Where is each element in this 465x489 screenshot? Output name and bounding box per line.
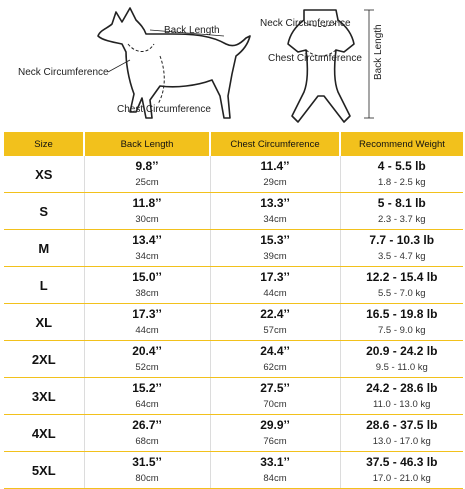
back-length-inches: 13.4’’ [132,232,162,247]
weight-lb: 28.6 - 37.5 lb [366,417,438,432]
garment-back-length-label: Back Length [373,24,384,80]
back-length-cell [84,452,210,489]
chest-circumference-cell [210,267,340,304]
back-length-inches: 11.8’’ [132,195,162,210]
back-length-cm: 52cm [135,361,159,373]
back-length-inches: 9.8’’ [135,158,159,173]
back-length-inches: 26.7’’ [132,417,162,432]
chest-cm: 62cm [263,361,287,373]
dog-back-length-label: Back Length [164,25,220,36]
size-cell: 5XL [4,452,84,489]
back-length-cell [84,193,210,230]
weight-kg: 5.5 - 7.0 kg [377,287,426,299]
size-cell: L [4,267,84,304]
weight-lb: 4 - 5.5 lb [377,158,426,173]
chest-cm: 34cm [263,213,287,225]
dog-chest-circumference-label: Chest Circumference [117,104,211,115]
header-size: Size [4,132,84,156]
table-row [4,415,463,452]
chest-inches: 15.3’’ [260,232,290,247]
chest-inches: 33.1’’ [260,454,290,469]
back-length-cm: 68cm [135,435,159,447]
size-cell: 4XL [4,415,84,452]
dog-illustration [0,0,465,132]
dog-chest-dashed [158,56,164,104]
back-length-cell [84,267,210,304]
chest-cm: 76cm [263,435,287,447]
chest-cm: 29cm [263,176,287,188]
weight-kg: 7.5 - 9.0 kg [377,324,426,336]
back-length-cm: 64cm [135,398,159,410]
chest-circumference-cell [210,230,340,267]
chest-inches: 22.4’’ [260,306,290,321]
back-length-cell [84,230,210,267]
recommend-weight-cell [340,378,463,415]
chest-cm: 57cm [263,324,287,336]
back-length-cell [84,341,210,378]
recommend-weight-cell [340,304,463,341]
size-cell: 3XL [4,378,84,415]
garment-chest-circumference-label: Chest Circumference [268,53,362,64]
back-length-cm: 80cm [135,472,159,484]
chest-circumference-cell [210,341,340,378]
recommend-weight-cell [340,267,463,304]
weight-lb: 5 - 8.1 lb [377,195,426,210]
size-cell: XL [4,304,84,341]
chest-circumference-cell [210,304,340,341]
garment-neck-circumference-label: Neck Circumference [260,18,351,29]
chest-cm: 44cm [263,287,287,299]
recommend-weight-cell [340,230,463,267]
measurement-diagram [0,0,465,132]
chest-inches: 11.4’’ [260,158,290,173]
back-length-inches: 15.2’’ [132,380,162,395]
weight-lb: 37.5 - 46.3 lb [366,454,438,469]
table-row [4,378,463,415]
recommend-weight-cell [340,415,463,452]
back-length-inches: 20.4’’ [132,343,162,358]
back-length-cm: 44cm [135,324,159,336]
table-row [4,230,463,267]
table-row [4,452,463,489]
back-length-inches: 15.0’’ [132,269,162,284]
weight-kg: 1.8 - 2.5 kg [377,176,426,188]
table-row [4,341,463,378]
dog-neck-dashed [128,44,154,52]
dog-neck-circumference-label: Neck Circumference [18,67,109,78]
recommend-weight-cell [340,341,463,378]
back-length-cell [84,415,210,452]
back-length-cell [84,304,210,341]
chest-circumference-cell [210,193,340,230]
size-cell: S [4,193,84,230]
chest-circumference-cell [210,378,340,415]
chest-cm: 39cm [263,250,287,262]
weight-lb: 16.5 - 19.8 lb [366,306,438,321]
chest-inches: 13.3’’ [260,195,290,210]
chest-inches: 29.9’’ [260,417,290,432]
size-cell: M [4,230,84,267]
weight-lb: 12.2 - 15.4 lb [366,269,438,284]
back-length-cm: 34cm [135,250,159,262]
weight-kg: 13.0 - 17.0 kg [372,435,431,447]
weight-lb: 20.9 - 24.2 lb [366,343,438,358]
back-length-cell [84,156,210,193]
weight-lb: 7.7 - 10.3 lb [369,232,435,247]
table-row [4,267,463,304]
recommend-weight-cell [340,452,463,489]
table-row [4,304,463,341]
weight-kg: 9.5 - 11.0 kg [375,361,428,373]
chest-inches: 17.3’’ [260,269,290,284]
chest-circumference-cell [210,156,340,193]
chest-inches: 27.5’’ [260,380,290,395]
size-cell: 2XL [4,341,84,378]
back-length-cm: 25cm [135,176,159,188]
size-chart-table [4,132,463,489]
header-chest-circumference: Chest Circumference [210,132,340,156]
weight-kg: 2.3 - 3.7 kg [377,213,426,225]
back-length-cm: 30cm [135,213,159,225]
chest-circumference-cell [210,415,340,452]
back-length-inches: 17.3’’ [132,306,162,321]
weight-kg: 17.0 - 21.0 kg [372,472,431,484]
recommend-weight-cell [340,156,463,193]
recommend-weight-cell [340,193,463,230]
table-header-row [4,132,463,156]
back-length-cell [84,378,210,415]
header-back-length: Back Length [84,132,210,156]
header-recommend-weight: Recommend Weight [340,132,463,156]
weight-kg: 3.5 - 4.7 kg [377,250,426,262]
weight-kg: 11.0 - 13.0 kg [373,398,431,410]
size-cell: XS [4,156,84,193]
back-length-cm: 38cm [135,287,159,299]
chest-circumference-cell [210,452,340,489]
chest-cm: 84cm [263,472,287,484]
back-length-inches: 31.5’’ [132,454,162,469]
chest-cm: 70cm [263,398,287,410]
table-row [4,193,463,230]
table-row [4,156,463,193]
weight-lb: 24.2 - 28.6 lb [366,380,438,395]
chest-inches: 24.4’’ [260,343,290,358]
